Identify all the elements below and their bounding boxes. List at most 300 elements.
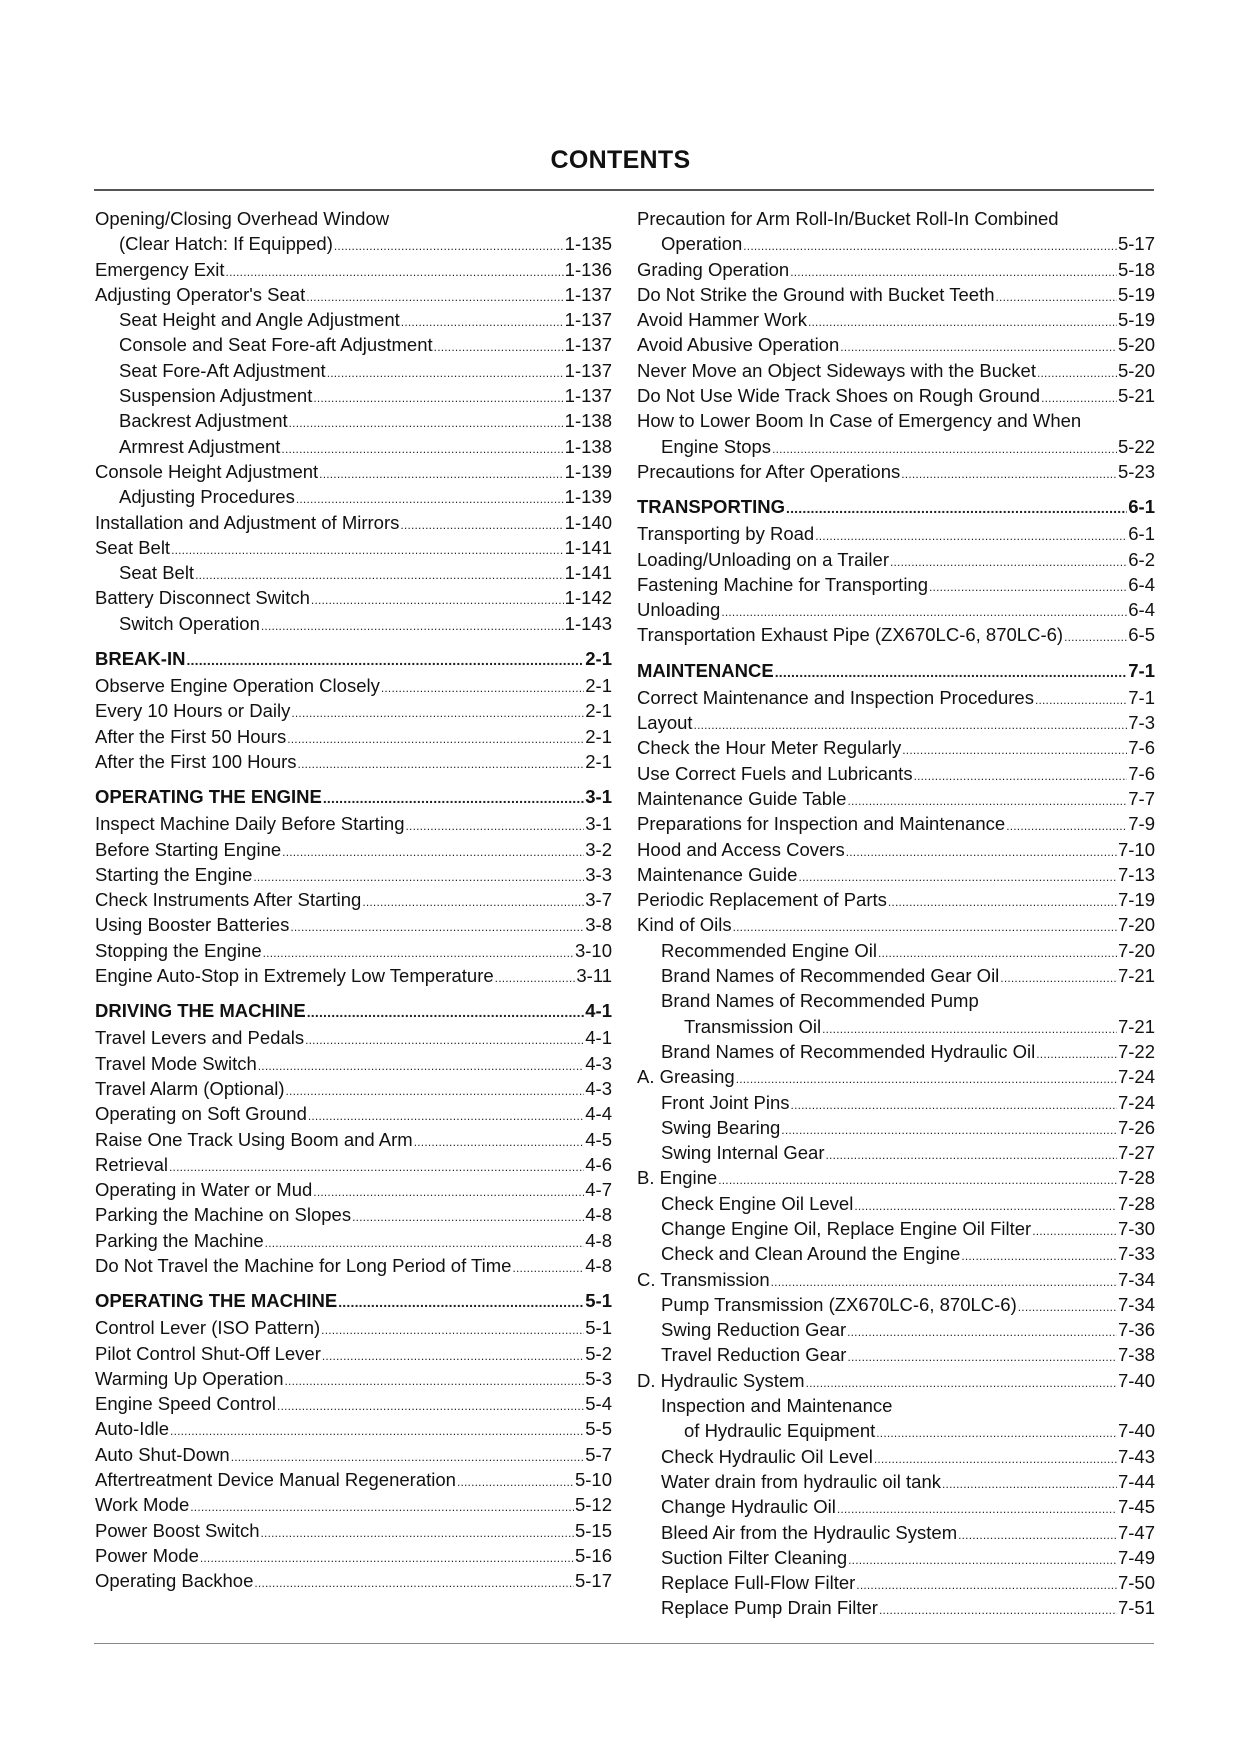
- toc-entry[interactable]: [637, 1317, 1155, 1342]
- toc-dot-leader: [321, 1318, 584, 1343]
- toc-entry[interactable]: [637, 887, 1155, 912]
- toc-page-number: 1-139: [564, 486, 612, 508]
- toc-dot-leader: [313, 1180, 584, 1205]
- toc-dot-leader: [512, 1256, 584, 1281]
- toc-entry[interactable]: [637, 1494, 1155, 1519]
- toc-entry-title: Kind of Oils: [637, 914, 732, 936]
- toc-page-number: 2-1: [585, 648, 612, 670]
- toc-entry-title: of Hydraulic Equipment: [684, 1420, 876, 1442]
- toc-section-heading[interactable]: [95, 997, 612, 1025]
- toc-entry-title: C. Transmission: [637, 1268, 770, 1290]
- toc-entry[interactable]: [637, 1469, 1155, 1494]
- toc-page-number: 7-24: [1117, 1066, 1155, 1088]
- toc-entry-title: Avoid Abusive Operation: [637, 334, 840, 356]
- toc-page-number: 4-8: [585, 1229, 612, 1251]
- toc-page-number: 3-11: [576, 965, 612, 987]
- toc-entry[interactable]: [637, 1014, 1155, 1039]
- footer-divider: [94, 1643, 1154, 1644]
- toc-entry-title: Console and Seat Fore-aft Adjustment: [119, 334, 433, 356]
- toc-entry[interactable]: [637, 1570, 1155, 1595]
- toc-page-number: 1-138: [564, 435, 612, 457]
- toc-entry[interactable]: [637, 862, 1155, 887]
- toc-page-number: 6-1: [1128, 523, 1155, 545]
- toc-entry[interactable]: [95, 332, 612, 357]
- toc-entry[interactable]: [95, 484, 612, 509]
- toc-entry-title: Observe Engine Operation Closely: [95, 675, 380, 697]
- toc-page-number: 7-7: [1128, 787, 1155, 809]
- toc-entry-title: Loading/Unloading on a Trailer: [637, 548, 889, 570]
- toc-dot-leader: [406, 814, 585, 839]
- toc-entry-title: Auto Shut-Down: [95, 1443, 230, 1465]
- toc-page-number: 7-49: [1117, 1546, 1155, 1568]
- toc-entry[interactable]: [637, 710, 1155, 735]
- toc-entry[interactable]: [95, 1152, 612, 1177]
- toc-entry[interactable]: [95, 811, 612, 836]
- toc-entry[interactable]: [637, 685, 1155, 710]
- toc-entry[interactable]: [95, 1442, 612, 1467]
- toc-entry[interactable]: [95, 698, 612, 723]
- toc-entry[interactable]: [95, 231, 612, 256]
- toc-dot-leader: [902, 738, 1127, 763]
- toc-entry-title: Use Correct Fuels and Lubricants: [637, 762, 913, 784]
- toc-entry[interactable]: [95, 1467, 612, 1492]
- toc-entry-title: Stopping the Engine: [95, 939, 262, 961]
- toc-entry[interactable]: [637, 1090, 1155, 1115]
- toc-page-number: 4-3: [585, 1077, 612, 1099]
- toc-page-number: 7-34: [1117, 1268, 1155, 1290]
- toc-dot-leader: [1037, 361, 1117, 386]
- toc-page-number: 7-33: [1117, 1243, 1155, 1265]
- toc-page-number: 7-24: [1117, 1091, 1155, 1113]
- toc-entry-title: Engine Speed Control: [95, 1393, 277, 1415]
- toc-entry[interactable]: [637, 1418, 1155, 1443]
- toc-dot-leader: [958, 1523, 1117, 1548]
- toc-dot-leader: [381, 676, 584, 701]
- toc-dot-leader: [338, 1288, 584, 1316]
- toc-dot-leader: [277, 1394, 584, 1419]
- toc-page-number: 4-1: [585, 1000, 612, 1022]
- toc-entry[interactable]: [95, 749, 612, 774]
- toc-page-number: 4-8: [585, 1204, 612, 1226]
- toc-entry-title: BREAK-IN: [95, 648, 186, 670]
- toc-dot-leader: [791, 1093, 1117, 1118]
- toc-page-number: 1-143: [564, 612, 612, 634]
- toc-section-heading[interactable]: [95, 783, 612, 811]
- toc-page-number: 7-50: [1117, 1572, 1155, 1594]
- toc-page-number: 4-4: [585, 1103, 612, 1125]
- toc-entry-title: OPERATING THE ENGINE: [95, 786, 322, 808]
- toc-entry-title: Every 10 Hours or Daily: [95, 700, 291, 722]
- toc-section-heading[interactable]: [95, 1287, 612, 1315]
- toc-entry-title: After the First 100 Hours: [95, 750, 297, 772]
- toc-entry[interactable]: [95, 459, 612, 484]
- toc-entry[interactable]: [95, 282, 612, 307]
- toc-entry[interactable]: [95, 307, 612, 332]
- toc-entry-title: Travel Reduction Gear: [661, 1344, 847, 1366]
- toc-page-number: 7-6: [1128, 762, 1155, 784]
- toc-section-heading[interactable]: [637, 657, 1155, 685]
- toc-entry-title: Console Height Adjustment: [95, 460, 319, 482]
- toc-entry[interactable]: [637, 332, 1155, 357]
- toc-page-number: 7-21: [1117, 965, 1155, 987]
- toc-entry-title: Water drain from hydraulic oil tank: [661, 1470, 942, 1492]
- toc-entry[interactable]: [95, 887, 612, 912]
- toc-entry-title: Retrieval: [95, 1153, 168, 1175]
- toc-entry[interactable]: [95, 560, 612, 585]
- toc-entry-title: Change Hydraulic Oil: [661, 1496, 836, 1518]
- toc-entry[interactable]: [95, 206, 612, 231]
- toc-page-number: 4-7: [585, 1179, 612, 1201]
- toc-entry[interactable]: [95, 358, 612, 383]
- toc-entry-title: Backrest Adjustment: [119, 410, 288, 432]
- toc-dot-leader: [313, 386, 563, 411]
- toc-entry-title: Parking the Machine on Slopes: [95, 1204, 352, 1226]
- toc-entry[interactable]: [637, 521, 1155, 546]
- toc-entry[interactable]: [637, 786, 1155, 811]
- toc-dot-leader: [847, 1345, 1117, 1370]
- toc-page-number: 2-1: [585, 750, 612, 772]
- toc-entry[interactable]: [95, 1051, 612, 1076]
- toc-entry[interactable]: [95, 963, 612, 988]
- toc-page-number: 5-20: [1117, 334, 1155, 356]
- toc-entry-title: Aftertreatment Device Manual Regeneration: [95, 1469, 456, 1491]
- toc-entry[interactable]: [637, 257, 1155, 282]
- toc-entry[interactable]: [637, 1267, 1155, 1292]
- toc-entry[interactable]: [95, 434, 612, 459]
- toc-entry-title: Check Instruments After Starting: [95, 889, 362, 911]
- toc-entry-title: Opening/Closing Overhead Window: [95, 208, 390, 229]
- toc-entry-title: Seat Belt: [95, 536, 171, 558]
- toc-entry-title: (Clear Hatch: If Equipped): [119, 233, 333, 255]
- toc-entry[interactable]: [95, 1076, 612, 1101]
- toc-entry[interactable]: [95, 912, 612, 937]
- toc-page-number: 4-6: [585, 1153, 612, 1175]
- toc-entry[interactable]: [95, 611, 612, 636]
- toc-entry-title: OPERATING THE MACHINE: [95, 1290, 338, 1312]
- toc-entry-title: Front Joint Pins: [661, 1091, 790, 1113]
- toc-dot-leader: [901, 462, 1117, 487]
- toc-entry[interactable]: [95, 724, 612, 749]
- toc-page-number: 1-136: [564, 258, 612, 280]
- toc-entry-title: Never Move an Object Sideways with the Bucket: [637, 359, 1036, 381]
- toc-entry-title: A. Greasing: [637, 1066, 735, 1088]
- toc-entry[interactable]: [637, 1292, 1155, 1317]
- toc-page-number: 3-3: [585, 863, 612, 885]
- toc-entry[interactable]: [95, 383, 612, 408]
- toc-entry[interactable]: [637, 434, 1155, 459]
- toc-page-number: 2-1: [585, 700, 612, 722]
- toc-entry[interactable]: [95, 1341, 612, 1366]
- toc-entry[interactable]: [637, 408, 1155, 433]
- toc-page-number: 1-140: [564, 511, 612, 533]
- toc-dot-leader: [290, 915, 584, 940]
- toc-entry-title: Battery Disconnect Switch: [95, 587, 310, 609]
- toc-page-number: 7-27: [1117, 1142, 1155, 1164]
- toc-page-number: 5-19: [1117, 283, 1155, 305]
- toc-dot-leader: [434, 335, 564, 360]
- toc-page-number: 5-18: [1117, 258, 1155, 280]
- toc-entry[interactable]: [637, 963, 1155, 988]
- toc-entry-title: Parking the Machine: [95, 1229, 264, 1251]
- toc-page-number: 1-141: [564, 536, 612, 558]
- toc-page-number: 7-13: [1117, 863, 1155, 885]
- toc-dot-leader: [1018, 1295, 1117, 1320]
- toc-page-number: 3-10: [574, 939, 612, 961]
- toc-dot-leader: [311, 588, 564, 613]
- toc-entry-title: Operating Backhoe: [95, 1570, 254, 1592]
- toc-entry[interactable]: [95, 1391, 612, 1416]
- toc-dot-leader: [281, 437, 563, 462]
- toc-entry[interactable]: [95, 1101, 612, 1126]
- toc-entry[interactable]: [95, 1366, 612, 1391]
- toc-entry[interactable]: [637, 837, 1155, 862]
- toc-entry-title: Do Not Use Wide Track Shoes on Rough Ground: [637, 385, 1041, 407]
- toc-entry[interactable]: [637, 1140, 1155, 1165]
- toc-entry[interactable]: [95, 510, 612, 535]
- toc-entry[interactable]: [95, 862, 612, 887]
- toc-entry[interactable]: [637, 1165, 1155, 1190]
- toc-page-number: 7-28: [1117, 1167, 1155, 1189]
- toc-page-number: 1-141: [564, 562, 612, 584]
- toc-entry[interactable]: [637, 597, 1155, 622]
- toc-entry-title: Brand Names of Recommended Gear Oil: [661, 965, 1000, 987]
- toc-entry-title: Using Booster Batteries: [95, 914, 290, 936]
- toc-dot-leader: [942, 1472, 1117, 1497]
- toc-entry[interactable]: [95, 1177, 612, 1202]
- toc-dot-leader: [298, 752, 585, 777]
- toc-entry[interactable]: [95, 837, 612, 862]
- toc-entry[interactable]: [95, 1253, 612, 1278]
- toc-page-number: 5-10: [574, 1469, 612, 1491]
- toc-page-number: 4-5: [585, 1128, 612, 1150]
- toc-page-number: 7-51: [1117, 1597, 1155, 1619]
- toc-entry[interactable]: [95, 257, 612, 282]
- toc-entry[interactable]: [637, 1216, 1155, 1241]
- toc-entry[interactable]: [637, 1191, 1155, 1216]
- toc-dot-leader: [200, 1546, 574, 1571]
- toc-entry-title: Inspect Machine Daily Before Starting: [95, 813, 405, 835]
- toc-entry[interactable]: [637, 307, 1155, 332]
- toc-dot-leader: [286, 1079, 585, 1104]
- toc-dot-leader: [961, 1244, 1117, 1269]
- toc-entry-title: Maintenance Guide Table: [637, 787, 847, 809]
- toc-page-number: 7-47: [1117, 1521, 1155, 1543]
- toc-entry-title: Transmission Oil: [684, 1015, 822, 1037]
- toc-entry-title: Check and Clean Around the Engine: [661, 1243, 961, 1265]
- toc-page-number: 2-1: [585, 725, 612, 747]
- toc-page-number: 5-12: [574, 1494, 612, 1516]
- toc-entry-title: Auto-Idle: [95, 1418, 170, 1440]
- toc-entry-title: Control Lever (ISO Pattern): [95, 1317, 321, 1339]
- toc-page-number: 5-15: [574, 1519, 612, 1541]
- toc-dot-leader: [289, 411, 564, 436]
- toc-page-number: 1-138: [564, 410, 612, 432]
- toc-page-number: 7-40: [1117, 1369, 1155, 1391]
- toc-entry-title: Work Mode: [95, 1494, 190, 1516]
- toc-entry[interactable]: [637, 1241, 1155, 1266]
- toc-entry-title: Starting the Engine: [95, 863, 253, 885]
- toc-dot-leader: [495, 966, 576, 991]
- toc-entry-title: Brand Names of Recommended Pump: [661, 990, 979, 1012]
- toc-dot-leader: [258, 1054, 584, 1079]
- toc-entry[interactable]: [637, 459, 1155, 484]
- toc-entry-title: Seat Height and Angle Adjustment: [119, 309, 400, 331]
- toc-entry-title: Swing Bearing: [661, 1116, 781, 1138]
- toc-entry[interactable]: [637, 231, 1155, 256]
- toc-entry[interactable]: [95, 1518, 612, 1543]
- toc-page-number: 7-45: [1117, 1496, 1155, 1518]
- toc-entry-title: Fastening Machine for Transporting: [637, 573, 929, 595]
- toc-section-heading[interactable]: [95, 645, 612, 673]
- toc-page-number: 1-137: [564, 385, 612, 407]
- toc-entry[interactable]: [95, 1568, 612, 1593]
- toc-dot-leader: [856, 1573, 1117, 1598]
- toc-page-number: 5-21: [1117, 385, 1155, 407]
- toc-dot-leader: [322, 1344, 584, 1369]
- toc-dot-leader: [186, 646, 584, 674]
- toc-page-number: 1-137: [564, 359, 612, 381]
- toc-dot-leader: [914, 764, 1128, 789]
- toc-entry-title: Operating in Water or Mud: [95, 1179, 313, 1201]
- contents-right-column: [637, 206, 1155, 1621]
- toc-entry[interactable]: [637, 1444, 1155, 1469]
- contents-left-column: [95, 206, 612, 1594]
- toc-entry[interactable]: [637, 1115, 1155, 1140]
- toc-entry-title: Avoid Hammer Work: [637, 309, 807, 331]
- toc-page-number: 5-1: [585, 1290, 612, 1312]
- toc-entry-title: Suction Filter Cleaning: [661, 1546, 848, 1568]
- toc-entry-title: Raise One Track Using Boom and Arm: [95, 1128, 413, 1150]
- toc-entry-title: Inspection and Maintenance: [661, 1395, 893, 1417]
- toc-page-number: 3-1: [585, 813, 612, 835]
- toc-entry-title: MAINTENANCE: [637, 659, 774, 681]
- toc-entry[interactable]: [637, 1039, 1155, 1064]
- toc-entry[interactable]: [637, 912, 1155, 937]
- toc-entry[interactable]: [637, 811, 1155, 836]
- toc-dot-leader: [888, 890, 1117, 915]
- toc-entry[interactable]: [637, 1393, 1155, 1418]
- toc-page-number: 7-34: [1117, 1293, 1155, 1315]
- toc-dot-leader: [334, 234, 564, 259]
- toc-entry[interactable]: [637, 1595, 1155, 1620]
- toc-entry-title: Check the Hour Meter Regularly: [637, 737, 902, 759]
- toc-dot-leader: [1035, 688, 1127, 713]
- toc-entry-title: Engine Auto-Stop in Extremely Low Temperature: [95, 965, 494, 987]
- toc-entry[interactable]: [637, 622, 1155, 647]
- toc-entry-title: Engine Stops: [661, 435, 772, 457]
- toc-entry[interactable]: [637, 735, 1155, 760]
- toc-page-number: 5-7: [585, 1443, 612, 1465]
- toc-dot-leader: [996, 285, 1117, 310]
- toc-entry[interactable]: [637, 1520, 1155, 1545]
- toc-entry[interactable]: [95, 1416, 612, 1441]
- toc-entry-title: Switch Operation: [119, 612, 260, 634]
- toc-page-number: 5-16: [574, 1544, 612, 1566]
- toc-entry-title: Power Mode: [95, 1544, 199, 1566]
- toc-page-number: 7-9: [1128, 813, 1155, 835]
- toc-entry-title: Change Engine Oil, Replace Engine Oil Filter: [661, 1217, 1032, 1239]
- toc-page-number: 4-1: [585, 1027, 612, 1049]
- toc-dot-leader: [1064, 625, 1127, 650]
- toc-entry[interactable]: [637, 1545, 1155, 1570]
- toc-entry[interactable]: [637, 1342, 1155, 1367]
- toc-dot-leader: [846, 840, 1117, 865]
- toc-page-number: 7-10: [1117, 838, 1155, 860]
- toc-entry-title: D. Hydraulic System: [637, 1369, 805, 1391]
- toc-dot-leader: [261, 1521, 574, 1546]
- toc-entry-title: Layout: [637, 712, 693, 734]
- toc-entry[interactable]: [95, 585, 612, 610]
- toc-entry-title: DRIVING THE MACHINE: [95, 1000, 306, 1022]
- toc-entry[interactable]: [95, 1543, 612, 1568]
- toc-entry[interactable]: [637, 358, 1155, 383]
- toc-entry[interactable]: [95, 535, 612, 560]
- toc-dot-leader: [1032, 1219, 1117, 1244]
- toc-entry-title: Transportation Exhaust Pipe (ZX670LC-6, 870LC-6): [637, 624, 1064, 646]
- toc-dot-leader: [327, 361, 564, 386]
- toc-dot-leader: [736, 1067, 1117, 1092]
- toc-entry[interactable]: [637, 938, 1155, 963]
- toc-entry-title: Swing Internal Gear: [661, 1142, 825, 1164]
- toc-section-heading[interactable]: [637, 493, 1155, 521]
- toc-entry[interactable]: [637, 383, 1155, 408]
- toc-dot-leader: [929, 575, 1127, 600]
- toc-page-number: 7-22: [1117, 1040, 1155, 1062]
- toc-page-number: 1-142: [564, 587, 612, 609]
- toc-page-number: 5-5: [585, 1418, 612, 1440]
- toc-entry[interactable]: [95, 1127, 612, 1152]
- toc-page-number: 3-8: [585, 914, 612, 936]
- toc-entry[interactable]: [95, 1202, 612, 1227]
- toc-entry[interactable]: [637, 761, 1155, 786]
- toc-entry[interactable]: [95, 1025, 612, 1050]
- toc-entry-title: Maintenance Guide: [637, 863, 798, 885]
- toc-dot-leader: [305, 1028, 584, 1053]
- toc-entry[interactable]: [95, 1315, 612, 1340]
- toc-dot-leader: [171, 538, 564, 563]
- toc-entry[interactable]: [637, 547, 1155, 572]
- toc-entry-title: Warming Up Operation: [95, 1367, 284, 1389]
- toc-entry[interactable]: [637, 1064, 1155, 1089]
- toc-dot-leader: [282, 840, 584, 865]
- toc-dot-leader: [826, 1143, 1117, 1168]
- toc-entry[interactable]: [637, 988, 1155, 1013]
- toc-entry-title: Installation and Adjustment of Mirrors: [95, 511, 400, 533]
- toc-page-number: 7-1: [1128, 659, 1155, 681]
- toc-entry[interactable]: [95, 1228, 612, 1253]
- toc-dot-leader: [457, 1470, 574, 1495]
- toc-page-number: 3-1: [585, 786, 612, 808]
- toc-entry[interactable]: [637, 206, 1155, 231]
- toc-entry[interactable]: [95, 938, 612, 963]
- toc-dot-leader: [879, 1598, 1117, 1623]
- toc-entry-title: Do Not Strike the Ground with Bucket Teeth: [637, 283, 995, 305]
- toc-entry-title: Travel Alarm (Optional): [95, 1077, 285, 1099]
- toc-entry[interactable]: [95, 673, 612, 698]
- toc-page-number: 5-23: [1117, 460, 1155, 482]
- toc-entry[interactable]: [637, 282, 1155, 307]
- toc-page-number: 6-4: [1128, 599, 1155, 621]
- toc-entry-title: Adjusting Procedures: [119, 486, 295, 508]
- toc-entry-title: TRANSPORTING: [637, 496, 785, 518]
- toc-dot-leader: [287, 727, 584, 752]
- toc-entry[interactable]: [95, 408, 612, 433]
- toc-entry[interactable]: [637, 572, 1155, 597]
- toc-entry[interactable]: [95, 1492, 612, 1517]
- toc-entry-title: How to Lower Boom In Case of Emergency and When: [637, 410, 1082, 432]
- toc-entry[interactable]: [637, 1368, 1155, 1393]
- toc-page-number: 3-7: [585, 889, 612, 911]
